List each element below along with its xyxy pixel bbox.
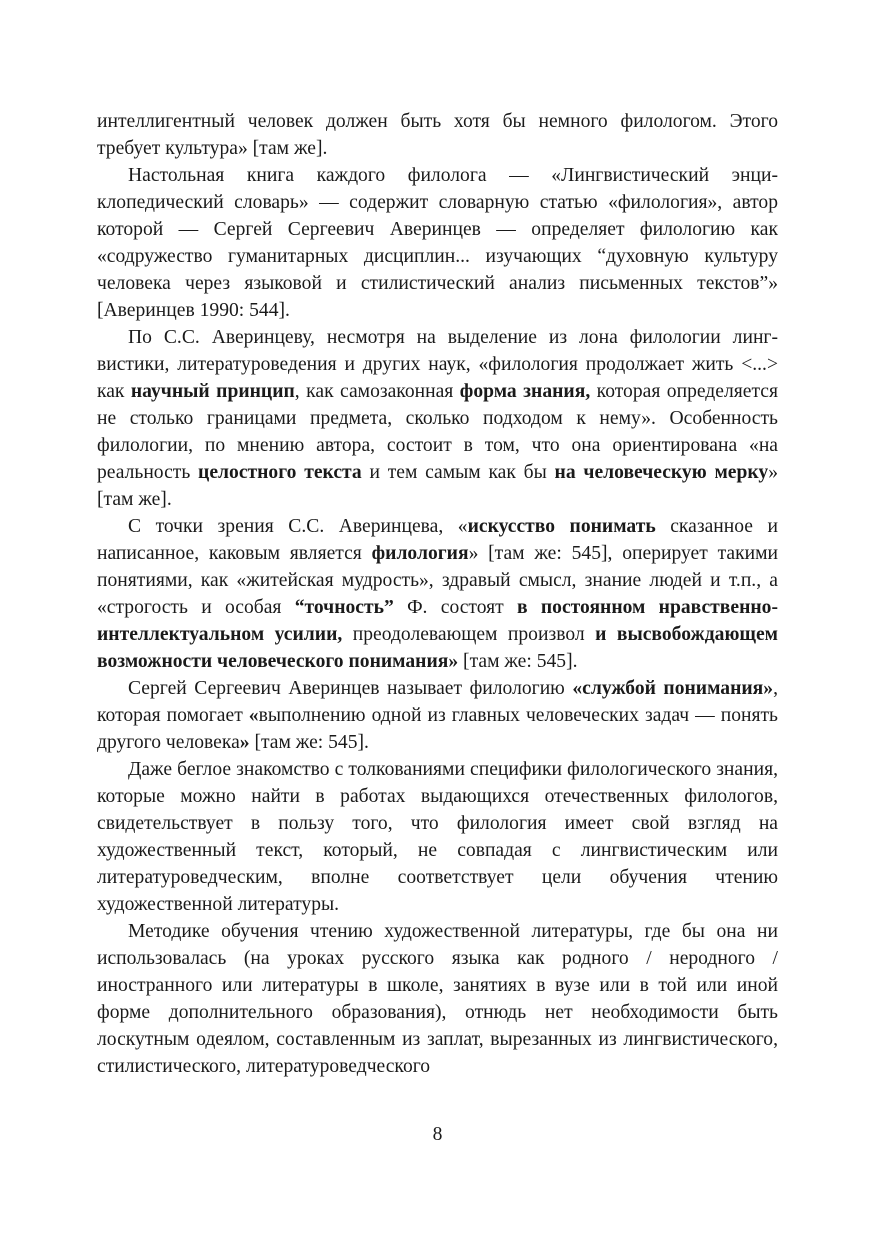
paragraph (97, 513, 778, 675)
text-run: Ф. состоят (393, 597, 518, 618)
text-run: выполнению одной из главных человеческих задач — понять другого человека (97, 705, 778, 753)
text-run: интеллигентный человек должен быть хотя бы немного филологом. Этого требует культура» [там же]. (97, 111, 778, 159)
bold-text: форма знания, (459, 381, 591, 402)
text-run: [там же: 545]. (249, 732, 369, 753)
bold-text: филология (371, 543, 469, 564)
paragraph (97, 162, 778, 324)
text-run: » [там же]. (97, 462, 778, 510)
paragraph (97, 108, 778, 162)
text-run: Методике обучения чтению художественной литературы, где бы она ни использовалась (на уроках русского языка как родного / неродного / иностранного или литературы в школе, занятиях в вузе или в той или иной форме дополнительного образования), отнюдь нет необходимости быть лоскутным одеялом, составленным из заплат, вырезанных из лингвистического, стилистического, литературоведческого (97, 921, 778, 1077)
text-run: По С.С. Аверинцеву, несмотря на выделение из лона филологии лингвистики, литературоведения и других наук, «филология продолжает жить <...> как (97, 327, 778, 402)
bold-text: искусство понимать (467, 516, 656, 537)
text-run: и тем самым как бы (361, 462, 555, 483)
bold-text: » (239, 732, 250, 753)
paragraph (97, 324, 778, 513)
text-run: Настольная книга каждого филолога — «Лингвистический энциклопедический словарь» — содержит словарную статью «филология», автор которой — Сергей Сергеевич Аверинцев — определяет филологию как «содружество гуманитарных дисциплин... изучающих “духовную культуру человека через языковой и стилистический анализ письменных текстов”» [Аверинцев 1990: 544]. (97, 165, 778, 321)
paragraph (97, 918, 778, 1080)
bold-text: на человеческую мерку (554, 462, 769, 483)
bold-text: целостного текста (198, 462, 362, 483)
bold-text: “точность” (294, 597, 394, 618)
text-run: » [там же: 545], оперирует такими понятиями, как «житейская мудрость», здравый смысл, знание людей и т.п., а «строгость и особая (97, 543, 778, 618)
page-body (97, 108, 778, 1080)
paragraph (97, 675, 778, 756)
text-run: , которая помогает (97, 678, 778, 726)
bold-text: в постоянном нравственно-интеллектуальном усилии, (97, 597, 778, 645)
text-run: С точки зрения С.С. Аверинцева, « (128, 516, 468, 537)
text-run: Даже беглое знакомство с толкованиями специфики филологического знания, которые можно найти в работах выдающихся отечественных филологов, свидетельствует в пользу того, что филология имеет свой взгляд на художественный текст, который, не совпадая с лингвистическим или литературоведческим, вполне соответствует цели обучения чтению художественной литературы. (97, 759, 778, 915)
paragraph (97, 756, 778, 918)
text-run: преодолевающем произвол (342, 624, 596, 645)
text-run: сказанное и написанное, каковым является (97, 516, 778, 564)
page-number: 8 (432, 1124, 443, 1145)
text-run: , как самозаконная (294, 381, 460, 402)
text-run: Сергей Сергеевич Аверинцев называет филологию (128, 678, 573, 699)
bold-text: «службой понимания» (572, 678, 774, 699)
bold-text: и высвобождающем возможности человеческого понимания» (97, 624, 778, 672)
text-run: [там же: 545]. (458, 651, 578, 672)
bold-text: « (248, 705, 259, 726)
text-run: которая определяется не столько границами предмета, сколько подходом к нему». Особенность филологии, по мнению автора, состоит в том, что она ориентирована «на реальность (97, 381, 778, 483)
bold-text: научный принцип (130, 381, 295, 402)
